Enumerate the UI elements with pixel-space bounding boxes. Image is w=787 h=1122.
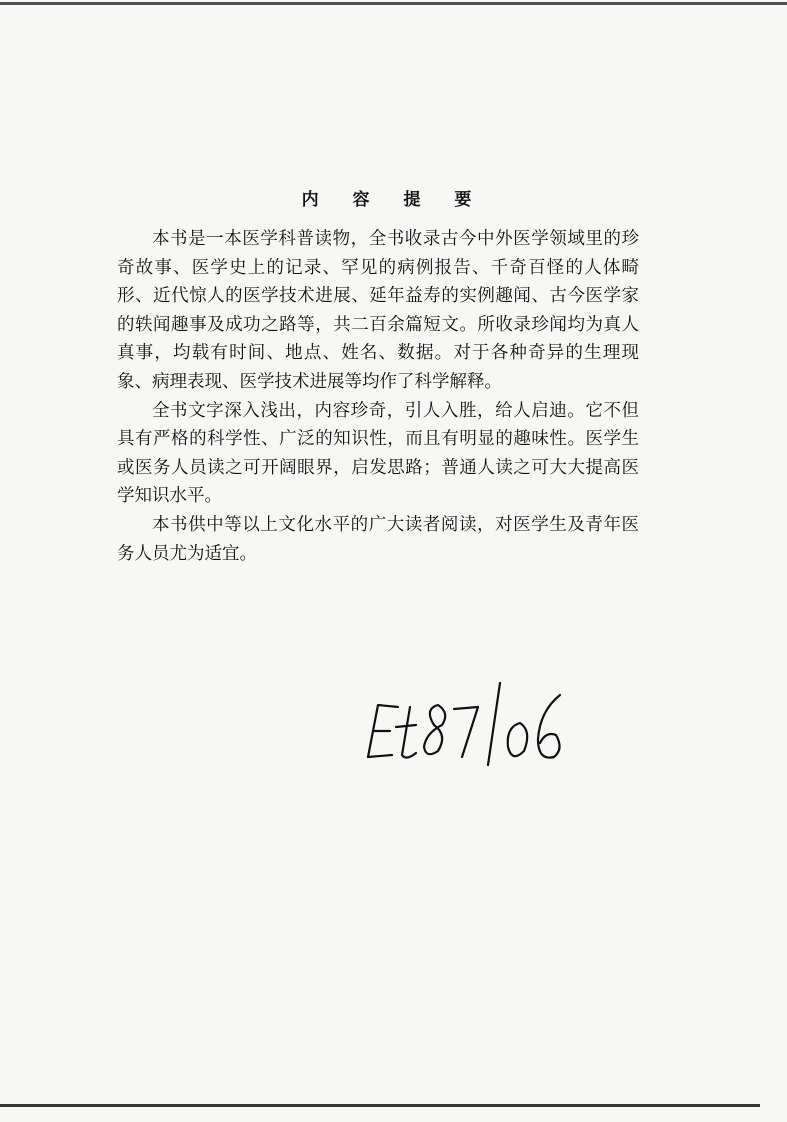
bottom-border-line [0,1104,760,1107]
paragraph-2: 全书文字深入浅出，内容珍奇，引人入胜，给人启迪。它不但具有严格的科学性、广泛的知识性，而且有明显的趣味性。医学生或医务人员读之可开阔眼界，启发思路；普通人读之可大大提高医学知识水平。 [117,400,639,507]
paragraph-3: 本书供中等以上文化水平的广大读者阅读，对医学生及青年医务人员尤为适宜。 [117,514,639,564]
paragraph-1: 本书是一本医学科普读物，全书收录古今中外医学领域里的珍奇故事、医学史上的记录、罕见的病例报告、千奇百怪的人体畸形、近代惊人的医学技术进展、延年益寿的实例趣闻、古今医学家的轶闻趣事及成功之路等，共二百余篇短文。所收录珍闻均为真人真事，均载有时间、地点、姓名、数据。对于各种奇异的生理现象、病理表现、医学技术进展等均作了科学解释。 [117,229,639,392]
top-border-line [0,2,787,5]
page-title: 内 容 提 要 [301,190,486,210]
handwritten-catalog-number [350,665,610,775]
summary-body [117,225,639,568]
